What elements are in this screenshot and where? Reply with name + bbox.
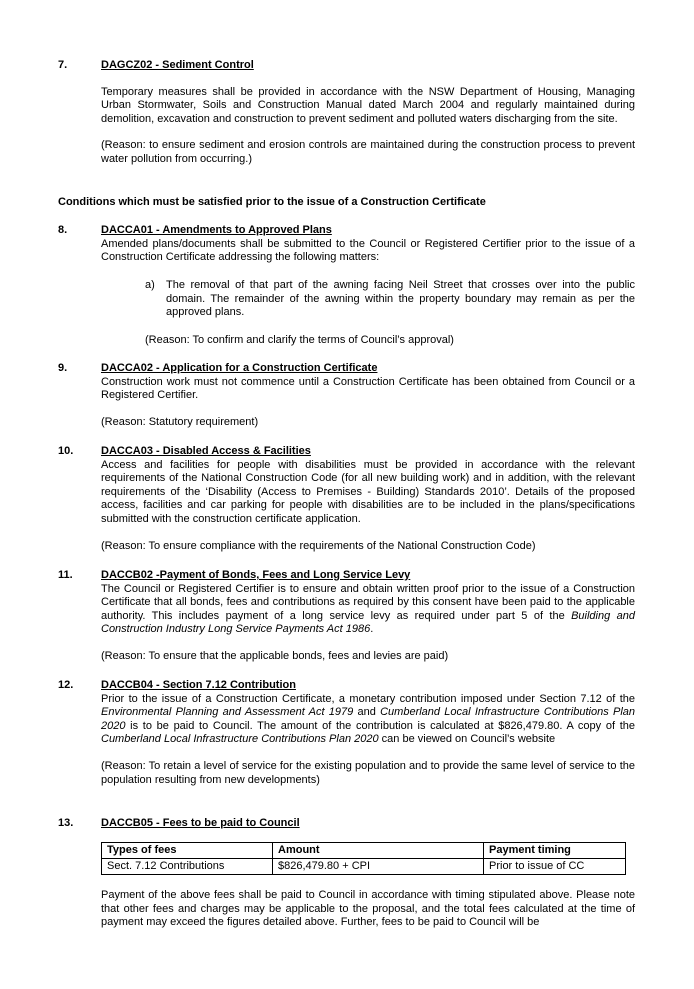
section-11 [101, 569, 635, 664]
section-reason: (Reason: To retain a level of service for the existing population and to provide the same level of service to the population resulting from new developments) [101, 759, 635, 786]
column-header: Types of fees [102, 843, 273, 859]
section-number: 9. [58, 362, 68, 374]
section-body: Temporary measures shall be provided in accordance with the NSW Department of Housing, Managing Urban Stormwater, Soils and Construction Manual dated March 2004 and regularly maintained during demolition, excavation and construction to prevent sediment and polluted waters discharging from the site. [101, 85, 635, 125]
body-text: The Council or Registered Certifier is to ensure and obtain written proof prior to the issue of a Construction Certificate that all bonds, fees and contributions as required by this consent have been paid to the applicable authority. This includes payment of a long service levy as required under part 5 of the [101, 582, 635, 622]
section-number: 13. [58, 817, 74, 829]
section-number: 7. [58, 59, 68, 71]
section-heading: DACCA01 - Amendments to Approved Plans [101, 224, 332, 236]
section-body [101, 583, 635, 637]
section-number: 8. [58, 224, 68, 236]
section-number: 12. [58, 679, 74, 691]
section-number: 10. [58, 445, 74, 457]
act-title: Building and Construction Industry Long Service Payments Act 1986 [101, 609, 635, 636]
section-reason: (Reason: To confirm and clarify the terms of Council’s approval) [145, 334, 454, 346]
section-reason: (Reason: To ensure that the applicable bonds, fees and levies are paid) [101, 649, 449, 662]
section-12 [101, 679, 635, 787]
table-header-row [102, 843, 626, 859]
section-9 [101, 362, 635, 429]
section-reason: (Reason: To ensure compliance with the requirements of the National Construction Code) [101, 539, 536, 552]
section-body: Access and facilities for people with disabilities must be provided in accordance with the relevant requirements of the National Construction Code (for all new building work) and in addition, with the relevant requirements of the ‘Disability (Access to Premises - Building) Standards 2010’. Details of the proposed access, facilities and car parking for people with disabilities are to be included in the plans/specifications submitted with the construction certificate application. [101, 458, 635, 525]
list-item-label: a) [145, 279, 155, 291]
section-body: Construction work must not commence until a Construction Certificate has been obtained from Council or a Registered Certifier. [101, 375, 635, 402]
section-10 [101, 445, 635, 553]
body-text: can be viewed on Council’s website [378, 733, 556, 746]
section-reason: (Reason: to ensure sediment and erosion controls are maintained during the construction process to prevent water pollution from occurring.) [101, 139, 635, 165]
section-heading: DACCB05 - Fees to be paid to Council [101, 817, 300, 829]
body-text: Prior to the issue of a Construction Certificate, a monetary contribution imposed under Section 7.12 of the [101, 692, 635, 705]
table-cell: Prior to issue of CC [484, 859, 626, 875]
section-13 [101, 817, 635, 831]
fees-table [101, 842, 626, 875]
section-13-body [101, 889, 635, 930]
section-heading: DACCB02 -Payment of Bonds, Fees and Long Service Levy [101, 569, 411, 581]
section-number: 11. [58, 569, 73, 581]
body-text: is to be paid to Council. The amount of the contribution is calculated at $826,479.80. A copy of the [125, 719, 635, 732]
table-cell: Sect. 7.12 Contributions [102, 859, 273, 875]
act-title: Environmental Planning and Assessment Act 1979 [101, 706, 354, 719]
table-row [102, 859, 626, 875]
plan-title: Cumberland Local Infrastructure Contributions Plan 2020 [101, 733, 379, 746]
section-reason: (Reason: Statutory requirement) [101, 415, 259, 428]
column-header: Amount [273, 843, 484, 859]
section-7 [101, 59, 635, 167]
section-body [101, 693, 635, 747]
body-text: and [353, 706, 381, 719]
section-8 [101, 224, 635, 265]
section-heading: DACCA03 - Disabled Access & Facilities [101, 445, 311, 457]
section-heading: DACCB04 - Section 7.12 Contribution [101, 679, 296, 691]
section-body: Payment of the above fees shall be paid to Council in accordance with timing stipulated above. Please note that other fees and charges may be applicable to the proposal, and the total fees calculated at the time of payment may exceed the figures detailed above. Further, fees to be paid to Council will be [101, 889, 635, 929]
table-cell: $826,479.80 + CPI [273, 859, 484, 875]
list-item-text: The removal of that part of the awning facing Neil Street that crosses over into the public domain. The remainder of the awning within the property boundary may remain as per the approved plans. [166, 279, 635, 319]
section-heading: DACCA02 - Application for a Construction Certificate [101, 362, 378, 374]
column-header: Payment timing [484, 843, 626, 859]
section-8-reason [145, 334, 635, 348]
section-heading: DAGCZ02 - Sediment Control [101, 59, 254, 71]
body-text: . [370, 623, 374, 636]
section-body: Amended plans/documents shall be submitted to the Council or Registered Certifier prior to the issue of a Construction Certificate addressing the following matters: [101, 237, 635, 264]
conditions-heading: Conditions which must be satisfied prior to the issue of a Construction Certificate [58, 196, 486, 208]
plan-title: Cumberland Local Infrastructure Contributions Plan 2020 [101, 706, 635, 732]
